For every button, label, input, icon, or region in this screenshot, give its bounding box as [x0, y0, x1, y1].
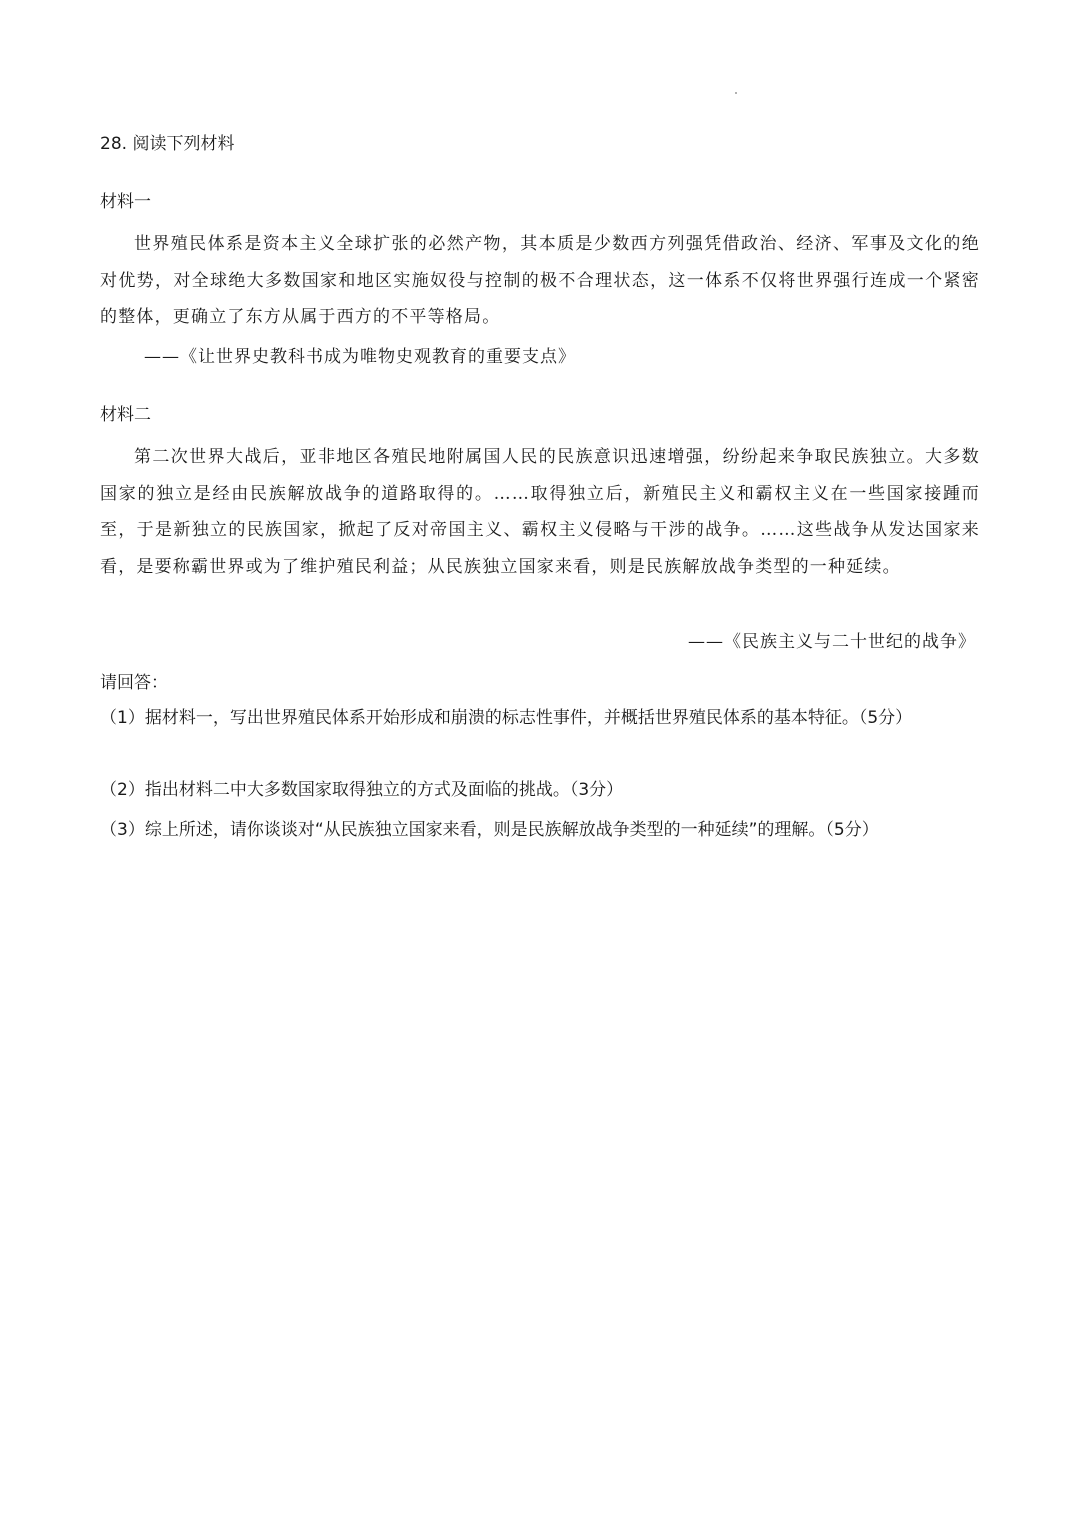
scan-dot [735, 92, 737, 94]
question-1: （1）据材料一，写出世界殖民体系开始形成和崩溃的标志性事件，并概括世界殖民体系的基本特征。（5分） [100, 708, 913, 728]
material2-source: ——《民族主义与二十世纪的战争》 [688, 632, 976, 652]
material1-text: 世界殖民体系是资本主义全球扩张的必然产物，其本质是少数西方列强凭借政治、经济、军事及文化的绝对优势，对全球绝大多数国家和地区实施奴役与控制的极不合理状态，这一体系不仅将世界强行连成一个紧密的整体，更确立了东方从属于西方的不平等格局。 [100, 234, 980, 328]
question-3: （3）综上所述，请你谈谈对“从民族独立国家来看，则是民族解放战争类型的一种延续”的理解。（5分） [100, 820, 879, 840]
answer-prompt: 请回答： [100, 673, 168, 693]
material1-source: ——《让世界史教科书成为唯物史观教育的重要支点》 [144, 347, 576, 367]
material1-label: 材料一 [100, 192, 151, 212]
question-2: （2）指出材料二中大多数国家取得独立的方式及面临的挑战。（3分） [100, 780, 624, 800]
material2-label: 材料二 [100, 405, 151, 425]
material2-text: 第二次世界大战后，亚非地区各殖民地附属国人民的民族意识迅速增强，纷纷起来争取民族独立。大多数国家的独立是经由民族解放战争的道路取得的。……取得独立后，新殖民主义和霸权主义在一些国家接踵而至，于是新独立的民族国家，掀起了反对帝国主义、霸权主义侵略与干涉的战争。……这些战争从发达国家来看，是要称霸世界或为了维护殖民利益；从民族独立国家来看，则是民族解放战争类型的一种延续。 [100, 447, 980, 577]
question-title: 28. 阅读下列材料 [100, 134, 235, 154]
